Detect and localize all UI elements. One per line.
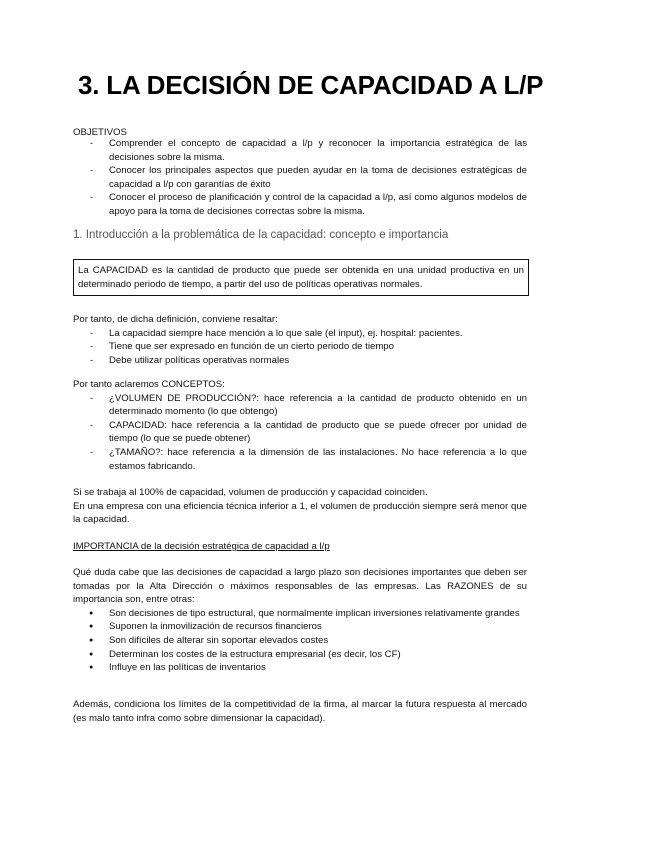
objectives-list: [73, 137, 527, 219]
efficiency-line-1: Si se trabaja al 100% de capacidad, volumen de producción y capacidad coinciden.: [73, 487, 428, 498]
objectives-label: OBJETIVOS: [73, 127, 127, 138]
highlight-intro: Por tanto, de dicha definición, conviene resaltar:: [73, 314, 278, 325]
importance-intro: Qué duda cabe que las decisiones de capacidad a largo plazo son decisiones importantes que deben ser tomadas por la Alta Dirección o máximos responsables de las empresas. Las RAZONES de su importancia son, entre otras:: [73, 567, 527, 606]
conclusion-paragraph: Además, condiciona los límites de la competitividad de la firma, al marcar la futura respuesta al mercado (es malo tanto infra como sobre dimensionar la capacidad).: [73, 699, 527, 724]
importance-item: ● Son decisiones de tipo estructural, que normalmente implican inversiones relativamente grandes: [73, 607, 527, 621]
highlight-list: [73, 327, 527, 368]
efficiency-line-2: En una empresa con una eficiencia técnica inferior a 1, el volumen de producción siempre será menor que la capacidad.: [73, 500, 527, 526]
importance-item: ● Son difíciles de alterar sin soportar elevados costes: [73, 634, 527, 648]
importance-section: [73, 566, 527, 675]
concepts-intro: Por tanto aclaremos CONCEPTOS:: [73, 379, 225, 390]
importance-item: ● Suponen la inmovilización de recursos financieros: [73, 620, 527, 634]
importance-item: ● Determinan los costes de la estructura empresarial (es decir, los CF): [73, 648, 527, 662]
highlight-item: - La capacidad siempre hace mención a lo que sale (el input), ej. hospital: pacientes.: [73, 327, 527, 341]
importance-item: ● Influye en las políticas de inventarios: [73, 661, 527, 675]
highlight-item: - Debe utilizar políticas operativas normales: [73, 354, 527, 368]
document-title: 3. LA DECISIÓN DE CAPACIDAD A L/P: [78, 70, 544, 100]
section-heading: 1. Introducción a la problemática de la capacidad: concepto e importancia: [73, 229, 449, 241]
highlight-item: - Tiene que ser expresado en función de un cierto periodo de tiempo: [73, 340, 527, 354]
definition-box: La CAPACIDAD es la cantidad de producto que puede ser obtenida en una unidad productiva en un determinado periodo de tiempo, a partir del uso de políticas operativas normales.: [73, 259, 529, 296]
concepts-list: [73, 392, 527, 474]
importance-heading-text: IMPORTANCIA de la decisión estratégica de capacidad a l/p: [73, 541, 330, 552]
efficiency-section: [73, 486, 527, 527]
objective-item: - Conocer los principales aspectos que pueden ayudar en la toma de decisiones estratégicas de capacidad a l/p con garantías de éxito: [73, 164, 527, 191]
concept-item: - CAPACIDAD: hace referencia a la cantidad de producto que se puede ofrecer por unidad de tiempo (lo que se puede obtener): [73, 419, 527, 446]
objectives-list-container: [73, 137, 527, 219]
concept-item: - ¿TAMAÑO?: hace referencia a la dimensión de las instalaciones. No hace referencia a lo que estamos fabricando.: [73, 446, 527, 473]
objective-item: - Conocer el proceso de planificación y control de la capacidad a l/p, así como algunos modelos de apoyo para la toma de decisiones correctas sobre la misma.: [73, 191, 527, 218]
importance-heading: [73, 540, 527, 554]
highlight-section: [73, 313, 527, 367]
importance-list: [73, 607, 527, 675]
concepts-section: [73, 378, 527, 473]
objective-item: - Comprender el concepto de capacidad a l/p y reconocer la importancia estratégica de las decisiones sobre la misma.: [73, 137, 527, 164]
concept-item: - ¿VOLUMEN DE PRODUCCIÓN?: hace referencia a la cantidad de producto obtenido en un determinado momento (lo que obtengo): [73, 392, 527, 419]
